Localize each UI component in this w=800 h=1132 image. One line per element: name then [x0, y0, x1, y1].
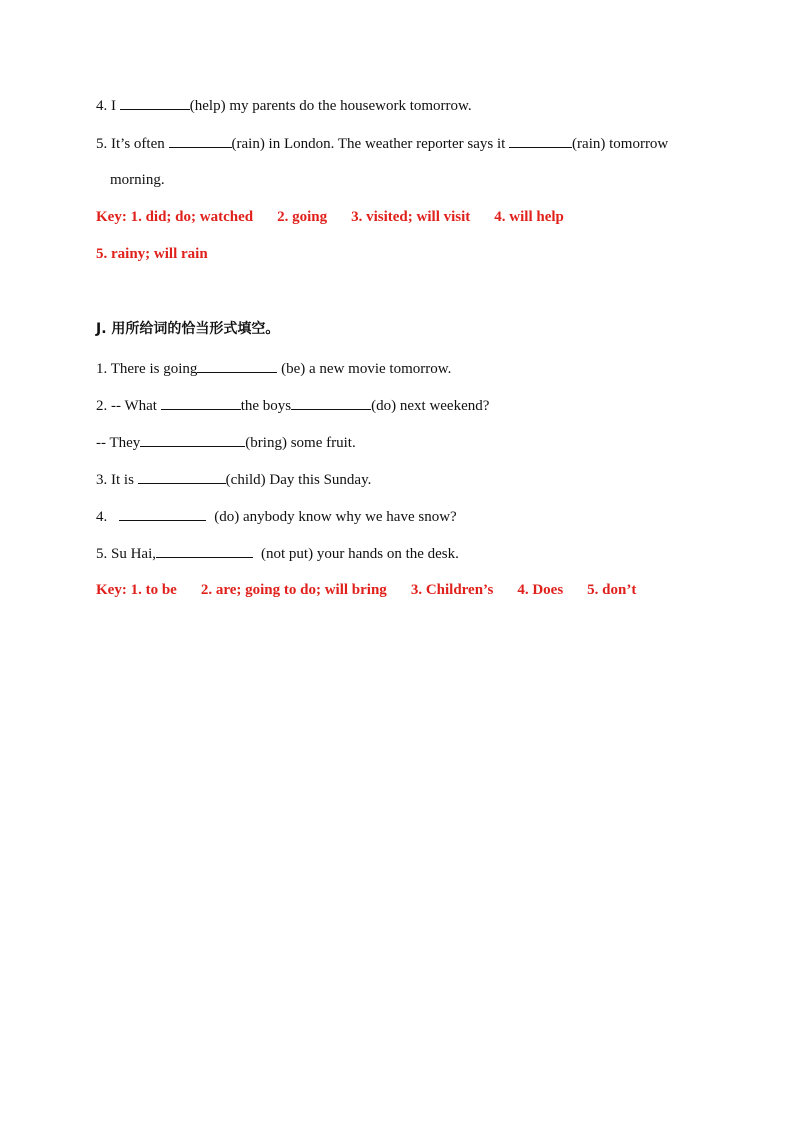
key-answer-4: 4. will help	[494, 209, 564, 225]
answer-blank[interactable]	[161, 396, 241, 410]
question-text: (help) my parents do the housework tomorrow.	[189, 98, 472, 114]
key-answer-5: 5. don’t	[587, 582, 637, 598]
question-j-4	[96, 507, 457, 526]
key-label: Key: 1. to be	[96, 582, 177, 598]
answer-key-i	[96, 208, 564, 226]
key-answer-2: 2. going	[277, 209, 328, 225]
question-j-5	[96, 544, 459, 563]
section-j-heading: J. 用所给词的恰当形式填空。	[96, 321, 280, 337]
question-text: 2. -- What	[96, 398, 161, 414]
question-i-4	[96, 96, 472, 115]
question-i-5	[96, 134, 668, 153]
question-text: -- They	[96, 435, 141, 451]
answer-blank[interactable]	[138, 470, 226, 484]
answer-key-i-continued	[96, 245, 208, 263]
answer-key-j	[96, 581, 636, 599]
question-text: (not put) your hands on the desk.	[261, 546, 459, 562]
question-j-3	[96, 470, 371, 489]
question-i-5-continued	[110, 171, 165, 189]
key-answer-3: 3. Children’s	[410, 582, 494, 598]
answer-blank[interactable]	[291, 396, 371, 410]
answer-blank[interactable]	[120, 96, 190, 110]
answer-blank[interactable]	[197, 359, 277, 373]
question-text: (do) anybody know why we have snow?	[214, 509, 457, 525]
answer-blank[interactable]	[509, 134, 572, 148]
question-text: the boys	[240, 398, 292, 414]
question-text: (bring) some fruit.	[245, 435, 356, 451]
question-j-1	[96, 359, 451, 378]
answer-blank[interactable]	[140, 433, 245, 447]
question-text: 1. There is going	[96, 361, 198, 377]
answer-blank[interactable]	[169, 134, 232, 148]
question-text: morning.	[110, 172, 165, 188]
key-label: Key: 1. did; do; watched	[96, 209, 254, 225]
key-answer-2: 2. are; going to do; will bring	[200, 582, 387, 598]
question-text: 5. It’s often	[96, 136, 169, 152]
question-text: (child) Day this Sunday.	[225, 472, 372, 488]
key-answer-5: 5. rainy; will rain	[96, 246, 208, 262]
question-text: (do) next weekend?	[371, 398, 490, 414]
key-answer-4: 4. Does	[517, 582, 564, 598]
question-text: 3. It is	[96, 472, 138, 488]
question-text: 5. Su Hai,	[96, 546, 156, 562]
question-j-2	[96, 396, 489, 415]
question-j-2-reply	[96, 433, 356, 452]
answer-blank[interactable]	[156, 544, 253, 558]
answer-blank[interactable]	[119, 507, 206, 521]
question-text: (rain) in London. The weather reporter says it	[231, 136, 510, 152]
question-text: 4. I	[96, 98, 120, 114]
question-text: 4.	[96, 509, 108, 525]
key-answer-3: 3. visited; will visit	[351, 209, 471, 225]
question-text: (rain) tomorrow	[572, 136, 669, 152]
question-text: (be) a new movie tomorrow.	[277, 361, 452, 377]
